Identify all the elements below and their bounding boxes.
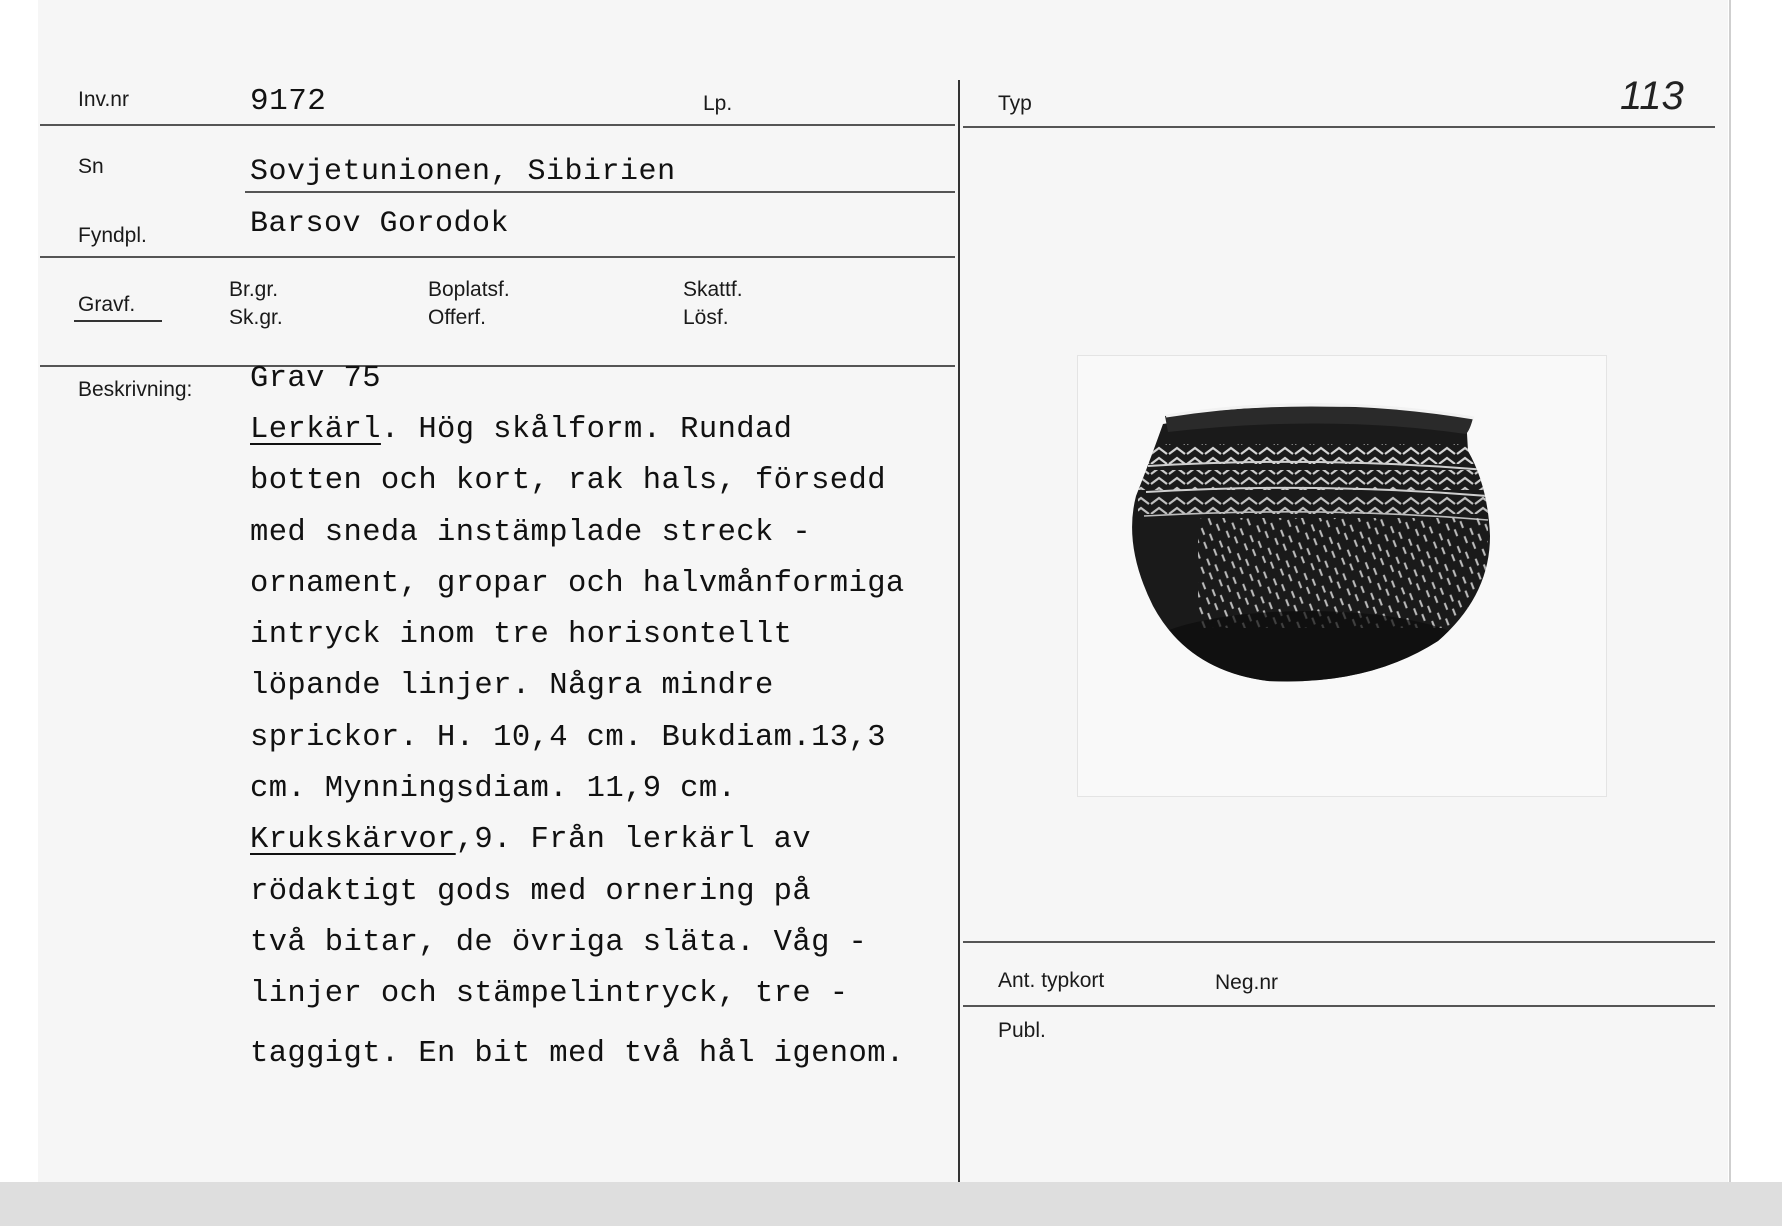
inv-label: Inv.nr [78, 88, 129, 111]
rule-sn [245, 191, 955, 193]
description-line: cm. Mynningsdiam. 11,9 cm. [250, 772, 737, 807]
description-line: löpande linjer. Några mindre [250, 669, 774, 704]
gravf-underline [74, 320, 162, 322]
clay-vessel-image [1078, 356, 1606, 796]
description-line: med sneda instämplade streck - [250, 515, 812, 550]
boplatsf-label: Boplatsf. [428, 278, 510, 301]
sn-value: Sovjetunionen, Sibirien [250, 155, 676, 189]
description-line: rödaktigt gods med ornering på [250, 874, 812, 909]
typ-label: Typ [998, 92, 1032, 115]
card-bottom-edge [0, 1182, 1782, 1226]
offerf-label: Offerf. [428, 306, 486, 329]
sn-label: Sn [78, 155, 104, 178]
description-line: linjer och stämpelintryck, tre - [250, 977, 849, 1012]
skattf-label: Skattf. [683, 278, 743, 301]
rule-publ-top [963, 1005, 1715, 1007]
skgr-label: Sk.gr. [229, 306, 283, 329]
description-line: ornament, gropar och halvmånformiga [250, 566, 905, 601]
lp-label: Lp. [703, 92, 733, 115]
description-line: Krukskärvor,9. Från lerkärl av [250, 823, 812, 858]
brgr-label: Br.gr. [229, 278, 279, 301]
fyndpl-label: Fyndpl. [78, 224, 147, 247]
description-line: intryck inom tre horisontellt [250, 618, 793, 653]
description-line: sprickor. H. 10,4 cm. Bukdiam.13,3 [250, 720, 886, 755]
beskrivning-label: Beskrivning: [78, 378, 193, 401]
typ-value: 113 [1620, 74, 1684, 118]
card-margin-right [1728, 0, 1782, 1226]
losf-label: Lösf. [683, 306, 729, 329]
description-line: två bitar, de övriga släta. Våg - [250, 925, 868, 960]
gravf-label: Gravf. [78, 293, 136, 316]
fyndpl-value: Barsov Gorodok [250, 207, 510, 241]
card-edge-line [1729, 0, 1731, 1182]
ant-typkort-label: Ant. typkort [998, 969, 1105, 992]
rule-header-left [40, 124, 955, 126]
inv-value: 9172 [250, 84, 327, 119]
vessel-photo [1077, 355, 1607, 797]
publ-label: Publ. [998, 1019, 1046, 1042]
description-line: Grav 75 [250, 362, 381, 396]
description-line: botten och kort, rak hals, försedd [250, 464, 886, 499]
rule-header-right [963, 126, 1715, 128]
rule-fyndpl [40, 256, 955, 258]
description-line: taggigt. En bit med två hål igenom. [250, 1036, 905, 1071]
description-line: Lerkärl. Hög skålform. Rundad [250, 413, 793, 447]
object-term-lerkarl: Lerkärl [250, 413, 381, 447]
negnr-label: Neg.nr [1215, 971, 1279, 994]
object-term-krukskarvor: Krukskärvor [250, 823, 456, 858]
description-text [250, 361, 970, 1080]
rule-ant-typkort-top [963, 941, 1715, 943]
